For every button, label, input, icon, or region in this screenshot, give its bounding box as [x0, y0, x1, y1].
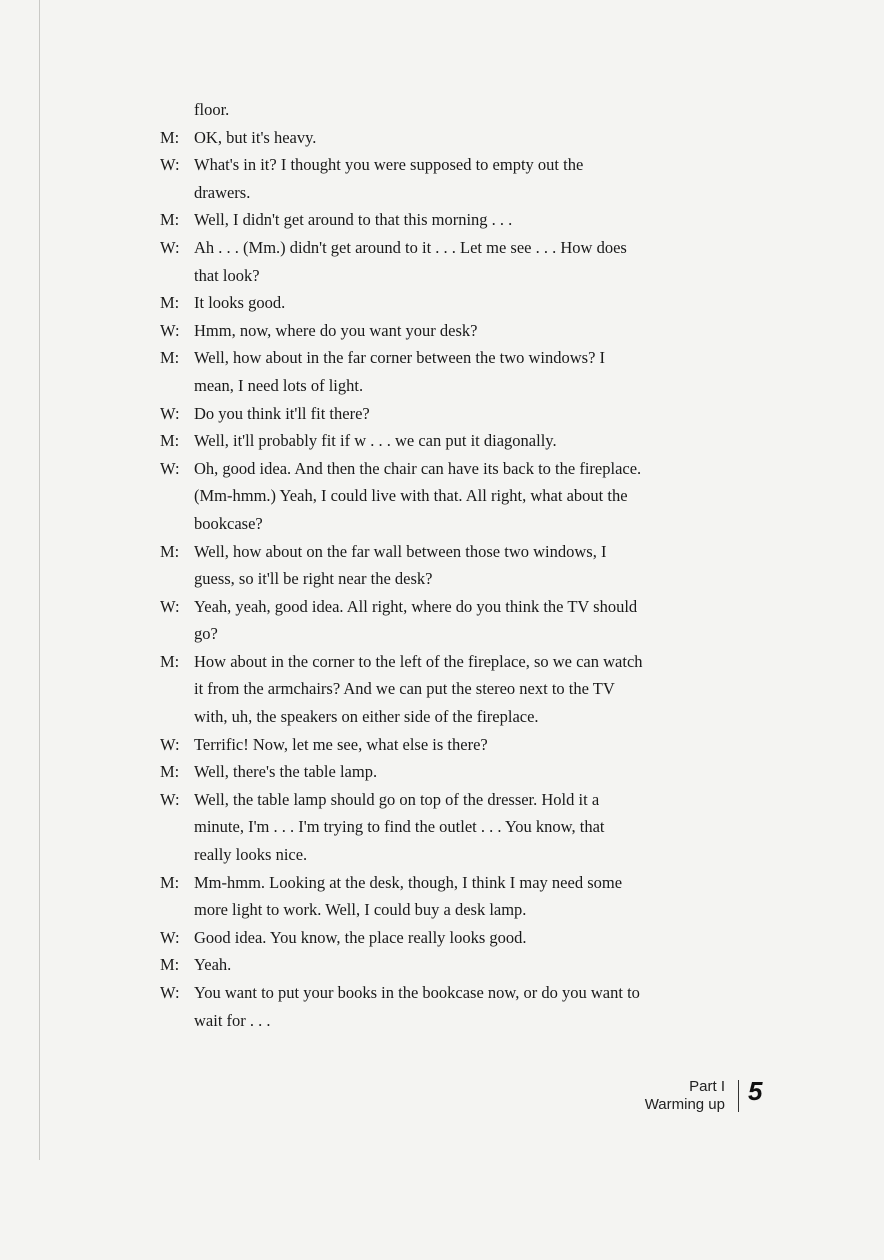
line-text: with, uh, the speakers on either side of the fireplace.	[194, 707, 539, 727]
dialogue-line	[160, 151, 720, 179]
line-text: Good idea. You know, the place really looks good.	[194, 927, 527, 947]
speaker-label: M:	[160, 762, 180, 782]
dialogue-line	[160, 841, 720, 869]
speaker-label: M:	[160, 293, 180, 313]
footer-part: Part I	[689, 1078, 725, 1095]
dialogue-line	[160, 979, 720, 1007]
dialogue-line	[160, 731, 720, 759]
line-text: Do you think it'll fit there?	[194, 403, 370, 423]
line-text: Well, I didn't get around to that this morning . . .	[194, 210, 513, 230]
speaker-label: M:	[160, 348, 180, 368]
speaker-label: M:	[160, 872, 180, 892]
dialogue-line	[160, 482, 720, 510]
dialogue-transcript	[160, 96, 720, 1034]
line-text: that look?	[194, 265, 260, 285]
speaker-label: W:	[160, 734, 180, 754]
footer-section-label	[645, 1078, 725, 1114]
line-text: You want to put your books in the bookcase now, or do you want to	[194, 983, 640, 1002]
dialogue-line	[160, 400, 720, 428]
speaker-label: W:	[160, 983, 180, 1002]
line-text: really looks nice.	[194, 845, 308, 865]
line-text: It looks good.	[194, 293, 286, 313]
page-number: 5	[748, 1076, 763, 1106]
line-text: Oh, good idea. And then the chair can have its back to the fireplace.	[194, 458, 642, 478]
speaker-label: W:	[160, 403, 180, 423]
speaker-label: W:	[160, 789, 180, 809]
line-text: minute, I'm . . . I'm trying to find the outlet . . . You know, that	[194, 817, 605, 837]
dialogue-line	[160, 538, 720, 566]
speaker-label: M:	[160, 955, 180, 975]
page-footer	[600, 1078, 780, 1118]
line-text: wait for . . .	[194, 1010, 271, 1030]
line-text: Well, there's the table lamp.	[194, 762, 378, 782]
line-text: What's in it? I thought you were supposed to empty out the	[194, 155, 584, 175]
line-text: go?	[194, 624, 218, 644]
dialogue-line	[160, 758, 720, 786]
line-text: mean, I need lots of light.	[194, 375, 364, 395]
line-text: it from the armchairs? And we can put the stereo next to the TV	[194, 679, 615, 699]
dialogue-line	[160, 427, 720, 455]
line-text: Ah . . . (Mm.) didn't get around to it . . . Let me see . . . How does	[194, 237, 627, 257]
dialogue-line	[160, 455, 720, 483]
speaker-label: W:	[160, 320, 180, 340]
dialogue-line	[160, 510, 720, 538]
line-text: Well, how about in the far corner between the two windows? I	[194, 348, 606, 368]
dialogue-line	[160, 648, 720, 676]
speaker-label: W:	[160, 596, 180, 616]
line-text: Mm-hmm. Looking at the desk, though, I think I may need some	[194, 872, 623, 892]
dialogue-line	[160, 96, 720, 124]
line-text: (Mm-hmm.) Yeah, I could live with that. All right, what about the	[194, 486, 628, 506]
speaker-label: M:	[160, 431, 180, 451]
line-text: How about in the corner to the left of the fireplace, so we can watch	[194, 651, 643, 671]
dialogue-line	[160, 896, 720, 924]
line-text: Terrific! Now, let me see, what else is there?	[194, 734, 488, 754]
speaker-label: M:	[160, 541, 180, 561]
speaker-label: W:	[160, 927, 180, 947]
dialogue-line	[160, 317, 720, 345]
speaker-label: W:	[160, 155, 180, 175]
dialogue-line	[160, 869, 720, 897]
line-text: Well, the table lamp should go on top of the dresser. Hold it a	[194, 789, 600, 809]
line-text: Well, how about on the far wall between those two windows, I	[194, 541, 607, 561]
line-text: Yeah.	[194, 955, 232, 975]
dialogue-line	[160, 703, 720, 731]
speaker-label: W:	[160, 237, 180, 257]
line-text: more light to work. Well, I could buy a desk lamp.	[194, 900, 527, 920]
line-text: OK, but it's heavy.	[194, 127, 317, 147]
line-text: Well, it'll probably fit if w . . . we can put it diagonally.	[194, 431, 557, 451]
dialogue-line	[160, 675, 720, 703]
footer-divider	[738, 1080, 739, 1112]
line-text: Hmm, now, where do you want your desk?	[194, 320, 478, 340]
dialogue-line	[160, 924, 720, 952]
dialogue-line	[160, 179, 720, 207]
line-text: Yeah, yeah, good idea. All right, where do you think the TV should	[194, 596, 638, 616]
speaker-label: W:	[160, 458, 180, 478]
dialogue-line	[160, 786, 720, 814]
dialogue-line	[160, 593, 720, 621]
speaker-label: M:	[160, 651, 180, 671]
dialogue-line	[160, 124, 720, 152]
dialogue-line	[160, 206, 720, 234]
line-text: drawers.	[194, 182, 251, 202]
line-text: floor.	[194, 100, 230, 119]
dialogue-line	[160, 951, 720, 979]
speaker-label: M:	[160, 210, 180, 230]
dialogue-line	[160, 289, 720, 317]
dialogue-line	[160, 813, 720, 841]
line-text: bookcase?	[194, 513, 263, 533]
speaker-label: M:	[160, 127, 180, 147]
dialogue-line	[160, 372, 720, 400]
footer-section: Warming up	[644, 1096, 725, 1113]
dialogue-line	[160, 565, 720, 593]
line-text: guess, so it'll be right near the desk?	[194, 569, 433, 589]
dialogue-line	[160, 344, 720, 372]
dialogue-line	[160, 1007, 720, 1035]
dialogue-line	[160, 262, 720, 290]
page-edge-line	[39, 0, 40, 1160]
dialogue-line	[160, 620, 720, 648]
dialogue-line	[160, 234, 720, 262]
